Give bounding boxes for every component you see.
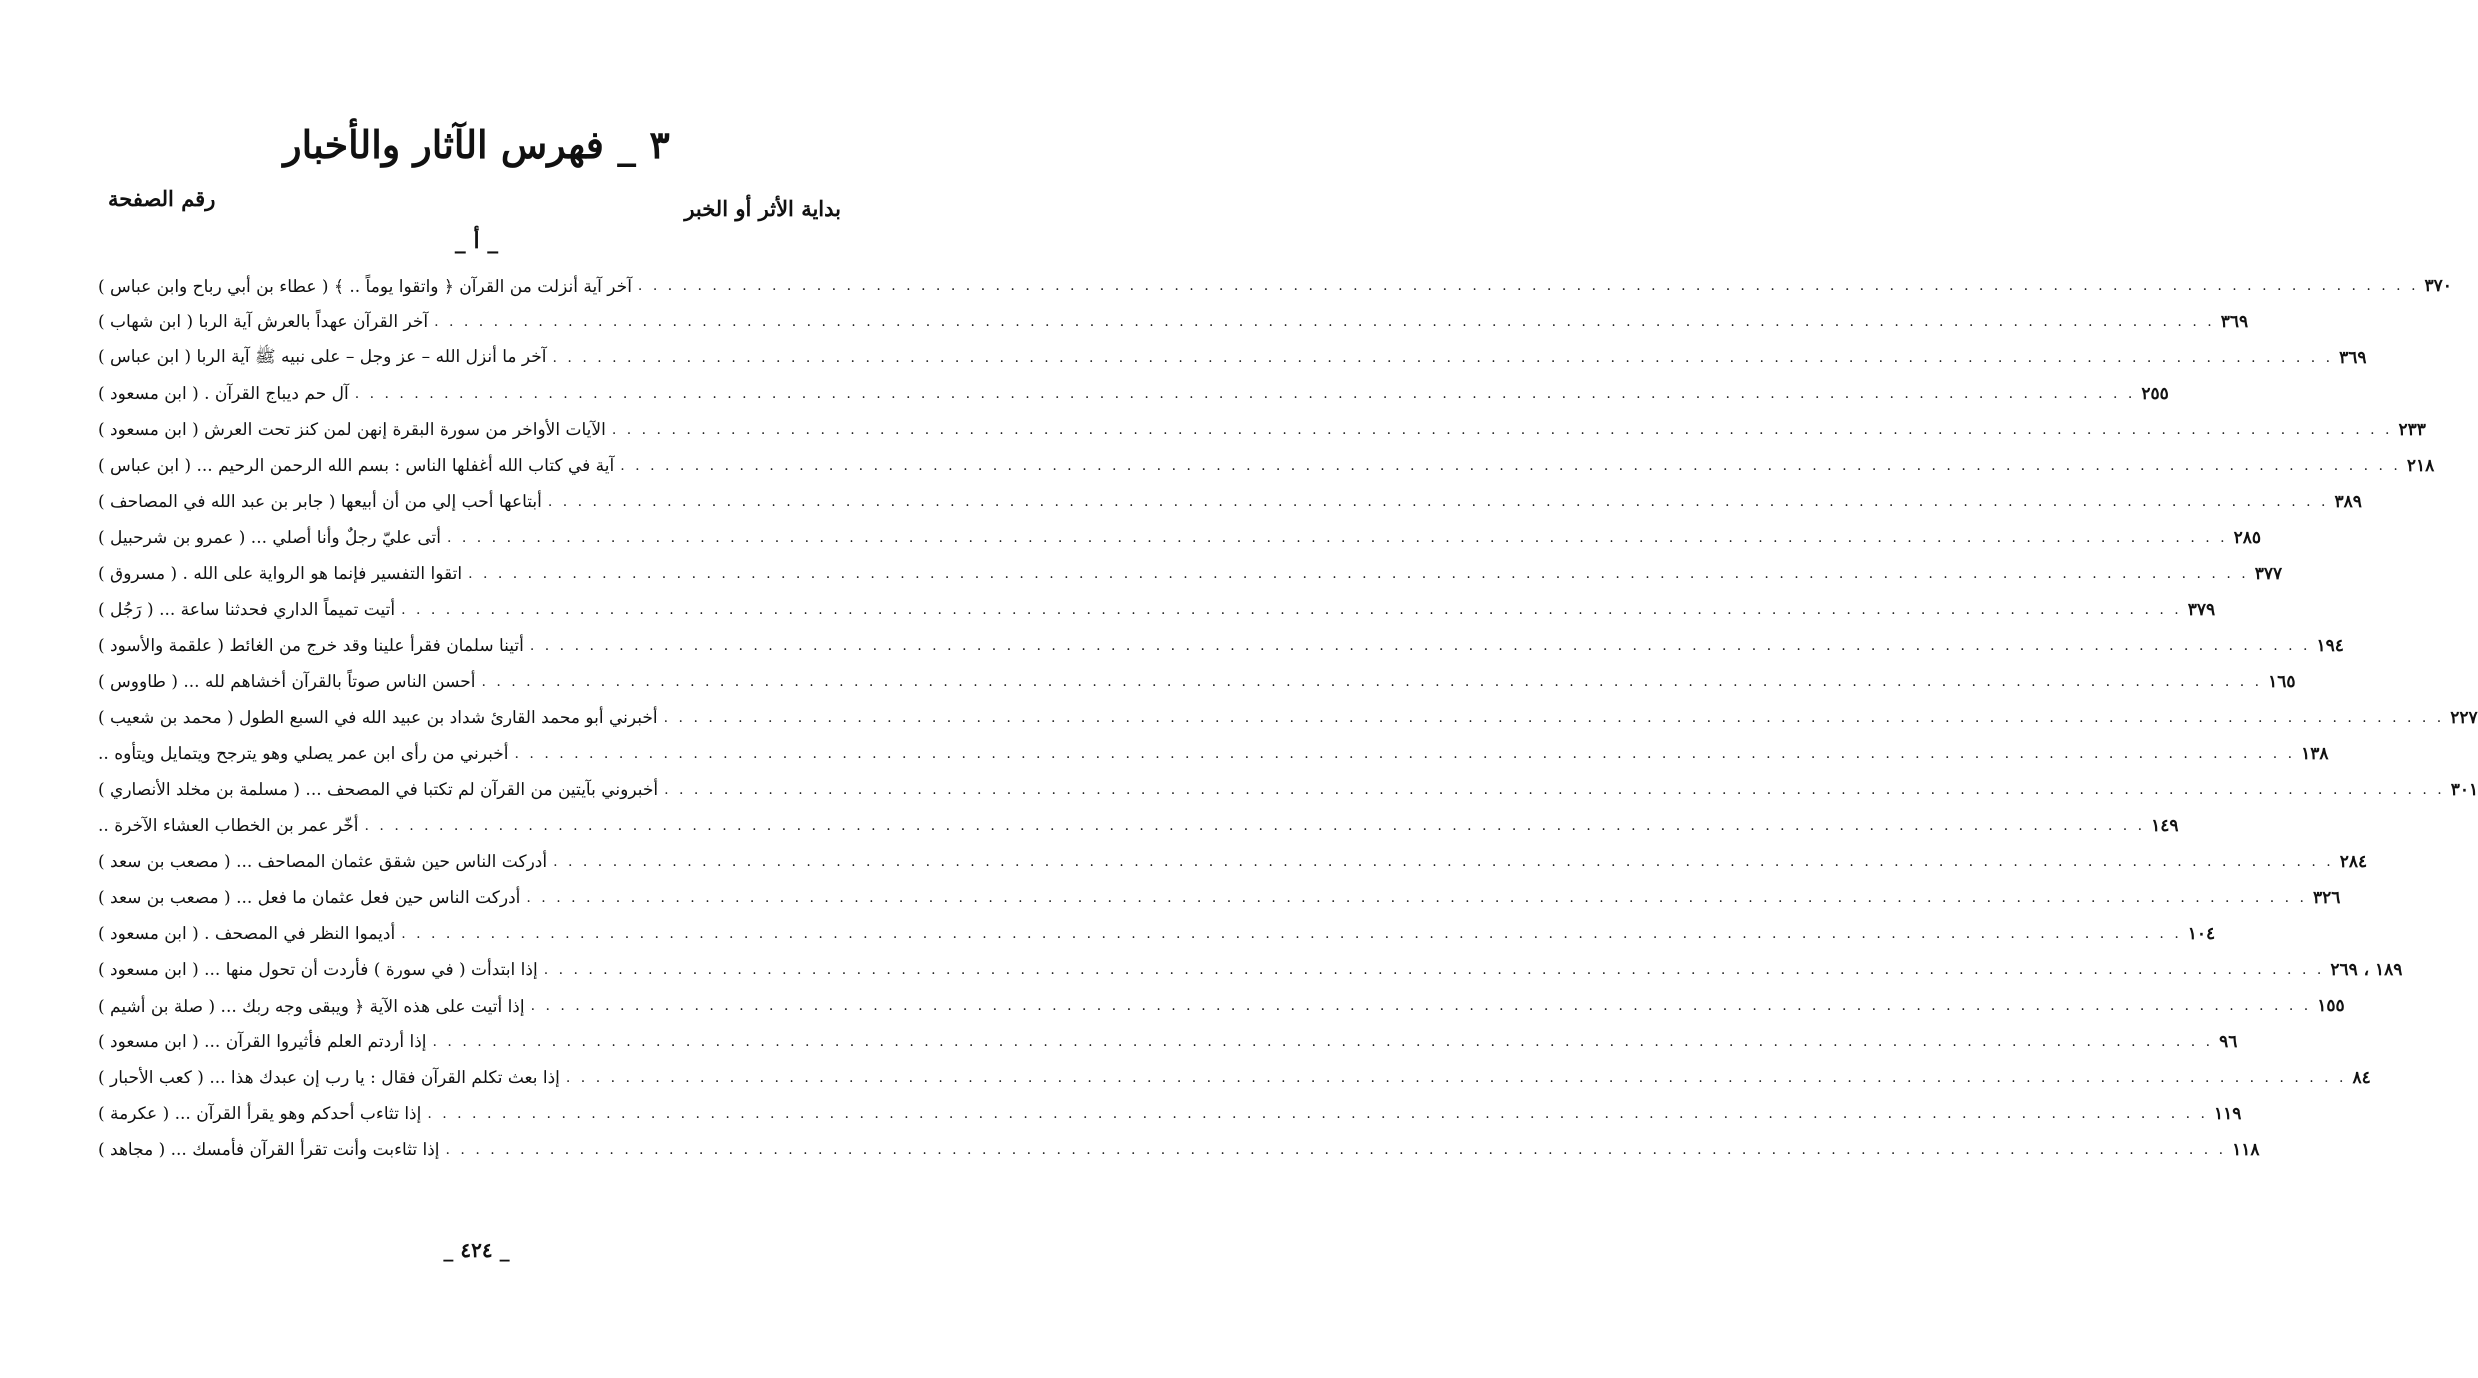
entry-page-number: ٢٥٥ <box>2141 384 2169 404</box>
dot-leader: . . . . . . . . . . . . . . . . . . . . . . . . . . . . . . . . . . . . . . . . . . . . . . . . . . . . . . . . . . . . . . . . . . . . . . . . . . . . . . . . . . . . . . . . . . . . . . . . . . . . . . . . . . . . . . . . . . . . . . . . <box>432 1034 2214 1050</box>
entry-page-number: ١٣٨ <box>2301 744 2329 764</box>
dot-leader: . . . . . . . . . . . . . . . . . . . . . . . . . . . . . . . . . . . . . . . . . . . . . . . . . . . . . . . . . . . . . . . . . . . . . . . . . . . . . . . . . . . . . . . . . . . . . . . . . . . . . . . . . . . . . . . . . . . . . . . . <box>364 818 2146 834</box>
index-entry <box>98 448 2435 484</box>
entry-text: آل حم ديباج القرآن . ( ابن مسعود ) <box>98 384 349 404</box>
entry-page-number: ١٩٤ <box>2316 636 2344 656</box>
column-header-start: بداية الأثر أو الخبر <box>684 196 841 221</box>
entry-text: أتى عليّ رجلٌ وأنا أصلي ... ( عمرو بن شرحبيل ) <box>98 528 441 548</box>
index-entry <box>98 1024 2238 1060</box>
entry-page-number: ٢٣٣ <box>2398 420 2426 440</box>
index-entry <box>98 628 2344 664</box>
index-entry <box>98 556 2283 592</box>
index-entry <box>98 772 2478 808</box>
index-entry <box>98 844 2368 880</box>
entry-text: إذا ابتدأت ( في سورة ) فأردت أن تحول منها ... ( ابن مسعود ) <box>98 960 538 980</box>
index-entry <box>98 520 2261 556</box>
entry-text: إذا بعث تكلم القرآن فقال : يا رب إن عبدك هذا ... ( كعب الأحبار ) <box>98 1068 560 1088</box>
entry-text: أديموا النظر في المصحف . ( ابن مسعود ) <box>98 924 396 944</box>
entry-page-number: ٣٧٠ <box>2424 276 2452 296</box>
index-entry <box>98 880 2341 916</box>
entry-page-number: ٢٨٤ <box>2339 852 2368 872</box>
entry-text: أخبرني من رأى ابن عمر يصلي وهو يترجح ويتمايل ويتأوه .. <box>98 744 509 764</box>
index-entry <box>98 592 2216 628</box>
entry-text: أدركت الناس حين فعل عثمان ما فعل ... ( مصعب بن سعد ) <box>98 888 521 908</box>
dot-leader: . . . . . . . . . . . . . . . . . . . . . . . . . . . . . . . . . . . . . . . . . . . . . . . . . . . . . . . . . . . . . . . . . . . . . . . . . . . . . . . . . . . . . . . . . . . . . . . . . . . . . . . . . . . . . . . . . . . . . . . . <box>481 674 2263 690</box>
entry-text: آخر القرآن عهداً بالعرش آية الربا ( ابن شهاب ) <box>98 312 429 332</box>
entry-text: إذا تثاءبت وأنت تقرأ القرآن فأمسك ... ( مجاهد ) <box>98 1140 440 1160</box>
entry-text: آخر آية أنزلت من القرآن ﴿ واتقوا يوماً .. ﴾ ( عطاء بن أبي رباح وابن عباس ) <box>98 276 632 297</box>
index-entry <box>98 340 2367 376</box>
entry-page-number: ٣٦٩ <box>2339 348 2367 368</box>
entry-text: أتينا سلمان فقرأ علينا وقد خرج من الغائط ( علقمة والأسود ) <box>98 636 524 656</box>
dot-leader: . . . . . . . . . . . . . . . . . . . . . . . . . . . . . . . . . . . . . . . . . . . . . . . . . . . . . . . . . . . . . . . . . . . . . . . . . . . . . . . . . . . . . . . . . . . . . . . . . . . . . . . . . . . . . . . . . . . . . . . . <box>514 746 2296 762</box>
entry-text: أخّر عمر بن الخطاب العشاء الآخرة .. <box>98 816 359 836</box>
index-entry <box>98 988 2345 1024</box>
entry-page-number: ٣٧٩ <box>2187 600 2216 620</box>
index-entry <box>98 1132 2260 1168</box>
dot-leader: . . . . . . . . . . . . . . . . . . . . . . . . . . . . . . . . . . . . . . . . . . . . . . . . . . . . . . . . . . . . . . . . . . . . . . . . . . . . . . . . . . . . . . . . . . . . . . . . . . . . . . . . . . . . . . . . . . . . . . . . <box>553 854 2334 870</box>
entry-text: إذا أتيت على هذه الآية ﴿ ويبقى وجه ربك ... ( صلة بن أشيم ) <box>98 996 525 1017</box>
index-entry <box>98 268 2452 304</box>
index-entry <box>98 916 2216 952</box>
index-list <box>98 268 2478 1168</box>
entry-text: أتيت تميماً الداري فحدثنا ساعة ... ( رَجُل ) <box>98 600 396 620</box>
dot-leader: . . . . . . . . . . . . . . . . . . . . . . . . . . . . . . . . . . . . . . . . . . . . . . . . . . . . . . . . . . . . . . . . . . . . . . . . . . . . . . . . . . . . . . . . . . . . . . . . . . . . . . . . . . . . . . . . . . . . . . . . <box>547 494 2329 510</box>
entry-text: أحسن الناس صوتاً بالقرآن أخشاهم لله ... ( طاووس ) <box>98 672 476 692</box>
entry-page-number: ١٥٥ <box>2317 996 2345 1016</box>
index-entry <box>98 700 2478 736</box>
dot-leader: . . . . . . . . . . . . . . . . . . . . . . . . . . . . . . . . . . . . . . . . . . . . . . . . . . . . . . . . . . . . . . . . . . . . . . . . . . . . . . . . . . . . . . . . . . . . . . . . . . . . . . . . . . . . . . . . . . . . . . . . <box>663 710 2445 726</box>
entry-text: آية في كتاب الله أغفلها الناس : بسم الله الرحمن الرحيم ... ( ابن عباس ) <box>98 456 615 476</box>
entry-page-number: ٣٨٩ <box>2334 492 2362 512</box>
entry-text: آخر ما أنزل الله – عز وجل – على نبيه ﷺ آية الربا ( ابن عباس ) <box>98 346 547 367</box>
dot-leader: . . . . . . . . . . . . . . . . . . . . . . . . . . . . . . . . . . . . . . . . . . . . . . . . . . . . . . . . . . . . . . . . . . . . . . . . . . . . . . . . . . . . . . . . . . . . . . . . . . . . . . . . . . . . . . . . . . . . . . . . <box>446 530 2228 546</box>
index-entry <box>98 736 2329 772</box>
entry-page-number: ٣٢٦ <box>2313 888 2341 908</box>
dot-leader: . . . . . . . . . . . . . . . . . . . . . . . . . . . . . . . . . . . . . . . . . . . . . . . . . . . . . . . . . . . . . . . . . . . . . . . . . . . . . . . . . . . . . . . . . . . . . . . . . . . . . . . . . . . . . . . . . . . . . . . . <box>529 638 2311 654</box>
dot-leader: . . . . . . . . . . . . . . . . . . . . . . . . . . . . . . . . . . . . . . . . . . . . . . . . . . . . . . . . . . . . . . . . . . . . . . . . . . . . . . . . . . . . . . . . . . . . . . . . . . . . . . . . . . . . . . . . . . . . . . . . <box>530 998 2312 1014</box>
dot-leader: . . . . . . . . . . . . . . . . . . . . . . . . . . . . . . . . . . . . . . . . . . . . . . . . . . . . . . . . . . . . . . . . . . . . . . . . . . . . . . . . . . . . . . . . . . . . . . . . . . . . . . . . . . . . . . . . . . . . . . . . <box>637 278 2419 294</box>
entry-page-number: ٣٧٧ <box>2254 564 2283 584</box>
column-header-page: رقم الصفحة <box>108 186 216 211</box>
entry-page-number: ١٦٥ <box>2268 672 2296 692</box>
entry-page-number: ٢٨٥ <box>2233 528 2261 548</box>
dot-leader: . . . . . . . . . . . . . . . . . . . . . . . . . . . . . . . . . . . . . . . . . . . . . . . . . . . . . . . . . . . . . . . . . . . . . . . . . . . . . . . . . . . . . . . . . . . . . . . . . . . . . . . . . . . . . . . . . . . . . . . . <box>468 566 2249 582</box>
entry-page-number: ٩٦ <box>2219 1032 2238 1052</box>
entry-page-number: ١١٩ <box>2213 1104 2242 1124</box>
dot-leader: . . . . . . . . . . . . . . . . . . . . . . . . . . . . . . . . . . . . . . . . . . . . . . . . . . . . . . . . . . . . . . . . . . . . . . . . . . . . . . . . . . . . . . . . . . . . . . . . . . . . . . . . . . . . . . . . . . . . . . . . <box>664 782 2445 798</box>
entry-text: أبتاعها أحب إلي من أن أبيعها ( جابر بن عبد الله في المصاحف ) <box>98 492 542 512</box>
index-entry <box>98 952 2403 988</box>
dot-leader: . . . . . . . . . . . . . . . . . . . . . . . . . . . . . . . . . . . . . . . . . . . . . . . . . . . . . . . . . . . . . . . . . . . . . . . . . . . . . . . . . . . . . . . . . . . . . . . . . . . . . . . . . . . . . . . . . . . . . . . . <box>611 422 2393 438</box>
entry-page-number: ٣٦٩ <box>2220 312 2249 332</box>
dot-leader: . . . . . . . . . . . . . . . . . . . . . . . . . . . . . . . . . . . . . . . . . . . . . . . . . . . . . . . . . . . . . . . . . . . . . . . . . . . . . . . . . . . . . . . . . . . . . . . . . . . . . . . . . . . . . . . . . . . . . . . . <box>427 1106 2208 1122</box>
index-entry <box>98 808 2179 844</box>
dot-leader: . . . . . . . . . . . . . . . . . . . . . . . . . . . . . . . . . . . . . . . . . . . . . . . . . . . . . . . . . . . . . . . . . . . . . . . . . . . . . . . . . . . . . . . . . . . . . . . . . . . . . . . . . . . . . . . . . . . . . . . . <box>526 890 2308 906</box>
index-entry <box>98 412 2426 448</box>
dot-leader: . . . . . . . . . . . . . . . . . . . . . . . . . . . . . . . . . . . . . . . . . . . . . . . . . . . . . . . . . . . . . . . . . . . . . . . . . . . . . . . . . . . . . . . . . . . . . . . . . . . . . . . . . . . . . . . . . . . . . . . . <box>354 386 2136 402</box>
dot-leader: . . . . . . . . . . . . . . . . . . . . . . . . . . . . . . . . . . . . . . . . . . . . . . . . . . . . . . . . . . . . . . . . . . . . . . . . . . . . . . . . . . . . . . . . . . . . . . . . . . . . . . . . . . . . . . . . . . . . . . . . <box>401 926 2182 942</box>
entry-page-number: ٨٤ <box>2352 1068 2371 1088</box>
page-number: _ ٤٢٤ _ <box>443 1238 510 1262</box>
index-entry <box>98 484 2362 520</box>
dot-leader: . . . . . . . . . . . . . . . . . . . . . . . . . . . . . . . . . . . . . . . . . . . . . . . . . . . . . . . . . . . . . . . . . . . . . . . . . . . . . . . . . . . . . . . . . . . . . . . . . . . . . . . . . . . . . . . . . . . . . . . . <box>565 1070 2347 1086</box>
entry-text: أخبرني أبو محمد القارئ شداد بن عبيد الله في السبع الطول ( محمد بن شعيب ) <box>98 708 658 728</box>
entry-page-number: ٣٠١ <box>2450 780 2478 800</box>
index-entry <box>98 376 2169 412</box>
entry-text: الآيات الأواخر من سورة البقرة إنهن لمن كنز تحت العرش ( ابن مسعود ) <box>98 420 606 440</box>
entry-page-number: ١١٨ <box>2232 1140 2260 1160</box>
index-entry <box>98 304 2249 340</box>
entry-text: إذا أردتم العلم فأثيروا القرآن ... ( ابن مسعود ) <box>98 1032 427 1052</box>
dot-leader: . . . . . . . . . . . . . . . . . . . . . . . . . . . . . . . . . . . . . . . . . . . . . . . . . . . . . . . . . . . . . . . . . . . . . . . . . . . . . . . . . . . . . . . . . . . . . . . . . . . . . . . . . . . . . . . . . . . . . . . . <box>620 458 2401 474</box>
entry-page-number: ٢١٨ <box>2406 456 2435 476</box>
letter-heading: _ أ _ <box>454 228 499 254</box>
entry-text: إذا تثاءب أحدكم وهو يقرأ القرآن ... ( عكرمة ) <box>98 1104 422 1124</box>
dot-leader: . . . . . . . . . . . . . . . . . . . . . . . . . . . . . . . . . . . . . . . . . . . . . . . . . . . . . . . . . . . . . . . . . . . . . . . . . . . . . . . . . . . . . . . . . . . . . . . . . . . . . . . . . . . . . . . . . . . . . . . . <box>445 1142 2227 1158</box>
entry-page-number: ١٨٩ ، ٢٦٩ <box>2330 960 2403 980</box>
entry-text: أدركت الناس حين شقق عثمان المصاحف ... ( مصعب بن سعد ) <box>98 852 548 872</box>
entry-page-number: ٢٢٧ <box>2450 708 2478 728</box>
entry-text: أخبروني بآيتين من القرآن لم تكتبا في المصحف ... ( مسلمة بن مخلد الأنصاري ) <box>98 780 659 800</box>
index-entry <box>98 1096 2242 1132</box>
dot-leader: . . . . . . . . . . . . . . . . . . . . . . . . . . . . . . . . . . . . . . . . . . . . . . . . . . . . . . . . . . . . . . . . . . . . . . . . . . . . . . . . . . . . . . . . . . . . . . . . . . . . . . . . . . . . . . . . . . . . . . . . <box>543 962 2325 978</box>
dot-leader: . . . . . . . . . . . . . . . . . . . . . . . . . . . . . . . . . . . . . . . . . . . . . . . . . . . . . . . . . . . . . . . . . . . . . . . . . . . . . . . . . . . . . . . . . . . . . . . . . . . . . . . . . . . . . . . . . . . . . . . . <box>401 602 2182 618</box>
page-title: ٣ _ فهرس الآثار والأخبار <box>283 122 670 167</box>
entry-page-number: ١٠٤ <box>2187 924 2216 944</box>
index-entry <box>98 664 2296 700</box>
dot-leader: . . . . . . . . . . . . . . . . . . . . . . . . . . . . . . . . . . . . . . . . . . . . . . . . . . . . . . . . . . . . . . . . . . . . . . . . . . . . . . . . . . . . . . . . . . . . . . . . . . . . . . . . . . . . . . . . . . . . . . . . <box>434 314 2215 330</box>
index-entry <box>98 1060 2371 1096</box>
entry-page-number: ١٤٩ <box>2151 816 2179 836</box>
entry-text: اتقوا التفسير فإنما هو الرواية على الله . ( مسروق ) <box>98 564 463 584</box>
dot-leader: . . . . . . . . . . . . . . . . . . . . . . . . . . . . . . . . . . . . . . . . . . . . . . . . . . . . . . . . . . . . . . . . . . . . . . . . . . . . . . . . . . . . . . . . . . . . . . . . . . . . . . . . . . . . . . . . . . . . . . . . <box>552 350 2334 366</box>
